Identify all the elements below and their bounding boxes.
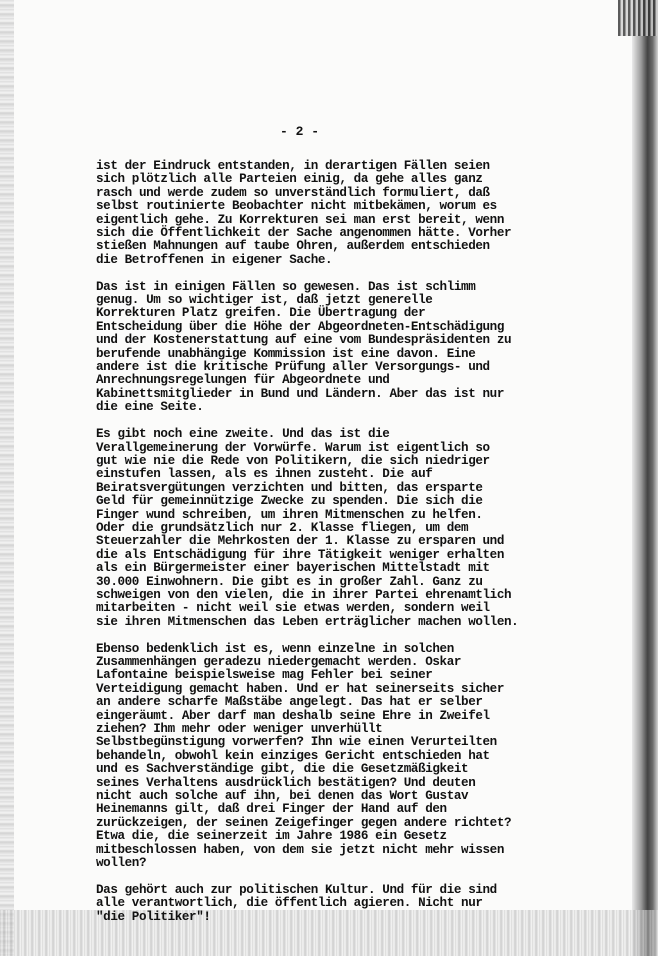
text-line: die eine Seite. <box>96 400 204 415</box>
text-line: und es Sachverständige gibt, die die Gesetzmäßigkeit <box>96 762 469 777</box>
scan-edge-left <box>0 0 14 956</box>
text-line: Verteidigung gemacht haben. Und er hat seinerseits sicher <box>96 681 504 696</box>
text-line: seines Verhaltens ausdrücklich bestätigen? Und deuten <box>96 775 476 790</box>
text-line: Beiratsvergütungen verzichten und bitten, das ersparte <box>96 480 483 495</box>
text-line: die Betroffenen in eigener Sache. <box>96 252 333 267</box>
text-line: Anrechnungsregelungen für Abgeordnete und <box>96 373 390 388</box>
text-line: Zusammenhängen geradezu niedergemacht werden. Oskar <box>96 654 462 669</box>
text-line: gut wie nie die Rede von Politikern, die sich niedriger <box>96 453 490 468</box>
page-number: - 2 - <box>280 124 320 139</box>
text-line: nicht auch solche auf ihn, bei denen das Wort Gustav <box>96 789 469 804</box>
text-line: Korrekturen Platz greifen. Die Übertragung der <box>96 306 426 321</box>
text-line: Oder die grundsätzlich nur 2. Klasse fliegen, um dem <box>96 520 469 535</box>
text-line: Geld für gemeinnützige Zwecke zu spenden. Die sich die <box>96 494 483 509</box>
text-line: genug. Um so wichtiger ist, daß jetzt generelle <box>96 293 433 308</box>
text-line: die als Entschädigung für ihre Tätigkeit weniger erhalten <box>96 547 504 562</box>
text-line: rasch und werde zudem so unverständlich formuliert, daß <box>96 185 490 200</box>
paragraph <box>96 643 636 871</box>
text-line: andere ist die kritische Prüfung aller Versorgungs- und <box>96 360 490 375</box>
text-line: ist der Eindruck entstanden, in derartigen Fällen seien <box>96 159 490 173</box>
text-line: einstufen lassen, als es ihnen zusteht. Die auf <box>96 467 433 482</box>
text-line: 30.000 Einwohnern. Die gibt es in großer Zahl. Ganz zu <box>96 574 483 589</box>
text-line: alle verantwortlich, die öffentlich agieren. Nicht nur <box>96 896 483 911</box>
text-line: "die Politiker"! <box>96 909 211 924</box>
text-line: eingeräumt. Aber darf man deshalb seine Ehre in Zweifel <box>96 708 490 723</box>
text-line: eigentlich gehe. Zu Korrekturen sei man erst bereit, wenn <box>96 212 504 227</box>
text-line: an andere scharfe Maßstäbe angelegt. Das hat er selber <box>96 695 483 710</box>
text-line: behandeln, obwohl kein einziges Gericht entschieden hat <box>96 748 490 763</box>
text-line: schweigen von den vielen, die in ihrer Partei ehrenamtlich <box>96 587 512 602</box>
text-line: Kabinettsmitglieder in Bund und Ländern. Aber das ist nur <box>96 386 504 401</box>
paragraph <box>96 428 636 629</box>
text-line: Finger wund schreiben, um ihren Mitmenschen zu helfen. <box>96 507 483 522</box>
text-line: wollen? <box>96 856 147 871</box>
text-line: Verallgemeinerung der Vorwürfe. Warum ist eigentlich so <box>96 440 490 455</box>
text-line: Es gibt noch eine zweite. Und das ist die <box>96 427 390 442</box>
text-line: Das gehört auch zur politischen Kultur. Und für die sind <box>96 882 497 897</box>
text-line: zurückzeigen, der seinen Zeigefinger gegen andere richtet? <box>96 815 512 830</box>
text-line: mitbeschlossen haben, von dem sie jetzt nicht mehr wissen <box>96 842 504 857</box>
text-line: sie ihren Mitmenschen das Leben erträglicher machen wollen. <box>96 614 519 629</box>
text-line: Steuerzahler die Mehrkosten der 1. Klasse zu ersparen und <box>96 534 504 549</box>
text-line: Lafontaine beispielsweise mag Fehler bei seiner <box>96 668 433 683</box>
text-line: selbst routinierte Beobachter nicht mitbekämen, worum es <box>96 199 497 214</box>
paragraph <box>96 281 636 415</box>
paragraph <box>96 160 636 267</box>
text-line: und der Kostenerstattung auf eine vom Bundespräsidenten zu <box>96 333 512 348</box>
text-line: Das ist in einigen Fällen so gewesen. Das ist schlimm <box>96 279 476 294</box>
text-line: Selbstbegünstigung vorwerfen? Ihn wie einen Verurteilten <box>96 735 497 750</box>
text-line: Heinemanns gilt, daß drei Finger der Hand auf den <box>96 802 447 817</box>
text-line: berufende unabhängige Kommission ist eine davon. Eine <box>96 346 476 361</box>
text-line: sich plötzlich alle Parteien einig, da gehe alles ganz <box>96 172 483 187</box>
text-line: Ebenso bedenklich ist es, wenn einzelne in solchen <box>96 641 454 656</box>
scan-edge-top-right <box>618 0 658 36</box>
document-body <box>96 160 636 937</box>
text-line: Entscheidung über die Höhe der Abgeordneten-Entschädigung <box>96 319 504 334</box>
text-line: als ein Bürgermeister einer bayerischen Mittelstadt mit <box>96 561 490 576</box>
text-line: mitarbeiten - nicht weil sie etwas werden, sondern weil <box>96 601 490 616</box>
text-line: Etwa die, die seinerzeit im Jahre 1986 ein Gesetz <box>96 829 447 844</box>
text-line: stießen Mahnungen auf taube Ohren, außerdem entschieden <box>96 239 490 254</box>
paragraph <box>96 884 636 924</box>
text-line: sich die Öffentlichkeit der Sache angenommen hätte. Vorher <box>96 226 512 241</box>
text-line: ziehen? Ihm mehr oder weniger unverhüllt <box>96 722 383 737</box>
